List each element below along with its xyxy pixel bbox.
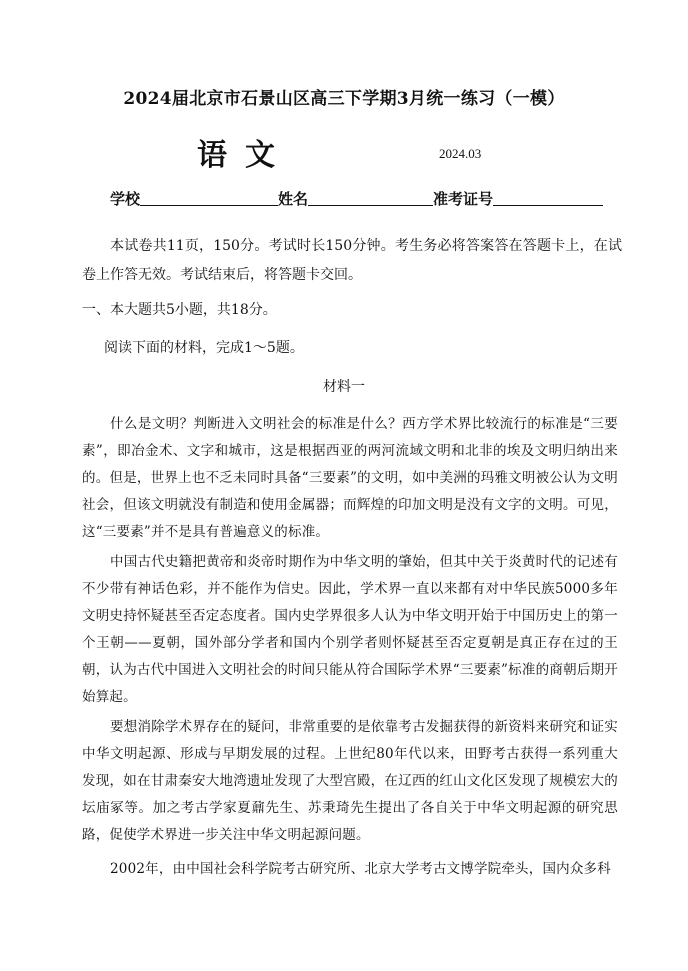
section-heading: 一、本大题共5小题，共18分。	[82, 302, 277, 318]
material-paragraph: 要想消除学术界存在的疑问，非常重要的是依靠考古发掘获得的新资料来研究和证实中华文明起源、形成与早期发展的过程。上世纪80年代以来，田野考古获得一系列重大发现，如在甘肃秦安大地湾遗址发现了大型宫殿，在辽西的红山文化区发现了规模宏大的坛庙冢等。加之考古学家夏鼐先生、苏秉琦先生提出了各自关于中华文明起源的研究思路，促使学术界进一步关注中华文明起源问题。	[82, 719, 618, 843]
exam-id-field[interactable]	[493, 191, 603, 206]
section-instruction: 阅读下面的材料，完成1～5题。	[104, 340, 304, 356]
school-field[interactable]	[140, 191, 278, 206]
school-label: 学校	[110, 190, 141, 208]
name-field[interactable]	[308, 191, 433, 206]
material-paragraph: 2002年，由中国社会科学院考古研究所、北京大学考古文博学院牵头，国内众多科	[110, 861, 611, 877]
exam-id-label: 准考证号	[433, 190, 494, 208]
material-paragraph: 什么是文明？判断进入文明社会的标准是什么？西方学术界比较流行的标准是“三要素”，即冶金术、文字和城市，这是根据西亚的两河流域文明和北非的埃及文明归纳出来的。但是，世界上也不乏未同时具备“三要素”的文明，如中美洲的玛雅文明被公认为文明社会，但该文明就没有制造和使用金属器；而辉煌的印加文明是没有文字的文明。可见，这“三要素”并不是具有普遍意义的标准。	[82, 416, 618, 540]
exam-date: 2024.03	[439, 146, 482, 161]
subject-title: 语文	[197, 138, 293, 173]
student-info-row	[110, 188, 630, 209]
name-label: 姓名	[278, 190, 309, 208]
exam-title: 2024届北京市石景山区高三下学期3月统一练习（一模）	[123, 89, 565, 109]
material-title: 材料一	[323, 379, 365, 395]
exam-notice: 本试卷共11页，150分。考试时长150分钟。考生务必将答案答在答题卡上，在试卷上作答无效。考试结束后，将答题卡交回。	[82, 238, 622, 283]
material-paragraph: 中国古代史籍把黄帝和炎帝时期作为中华文明的肇始，但其中关于炎黄时代的记述有不少带有神话色彩，并不能作为信史。因此，学术界一直以来都有对中华民族5000多年文明史持怀疑甚至否定态度者。国内史学界很多人认为中华文明开始于中国历史上的第一个王朝——夏朝，国外部分学者和国内个别学者则怀疑甚至否定夏朝是真正存在过的王朝，认为古代中国进入文明社会的时间只能从符合国际学术界“三要素”标准的商朝后期开始算起。	[82, 554, 618, 705]
